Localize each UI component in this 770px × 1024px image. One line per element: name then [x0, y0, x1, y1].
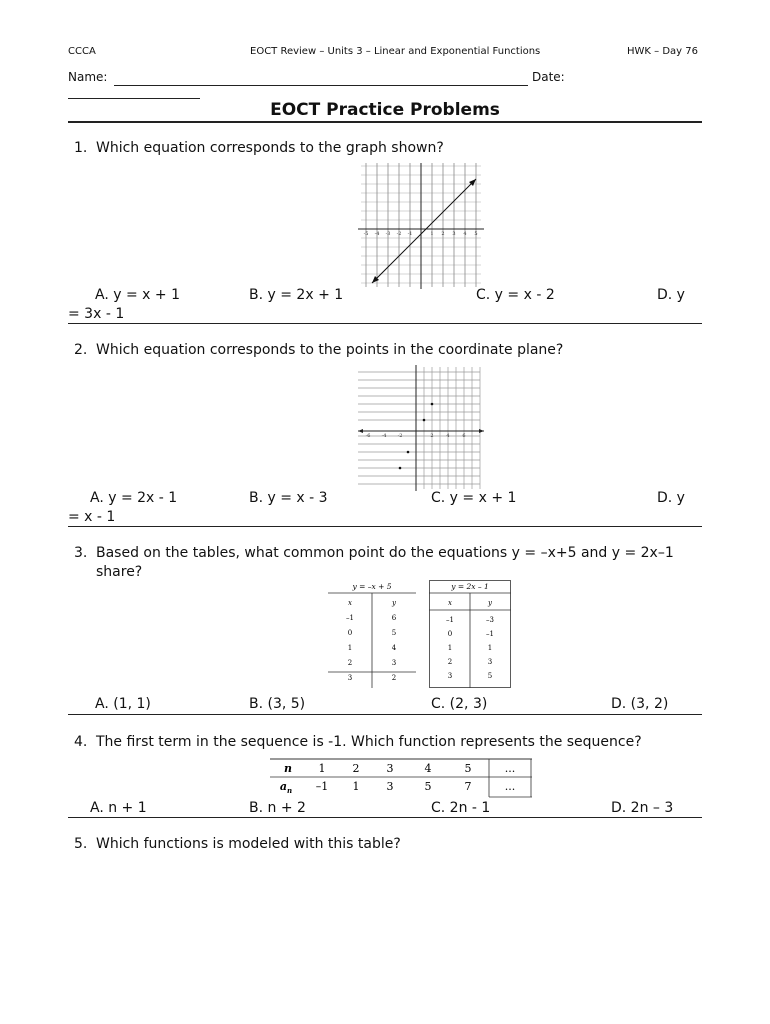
tick-label: -6 — [365, 433, 371, 439]
q2-choice-a: A. y = 2x - 1 — [90, 490, 178, 506]
q3-table-2 — [429, 580, 513, 688]
tick-label: 2 — [430, 433, 434, 439]
table-cell: 4 — [391, 644, 397, 652]
question-number: 5. — [74, 836, 88, 852]
table-cell: 5 — [487, 672, 493, 680]
q2-graph — [358, 365, 484, 491]
tick-label: 1 — [430, 231, 434, 237]
sequence-a-cell: 7 — [464, 780, 472, 793]
tick-label: 2 — [441, 231, 445, 237]
q2-choice-c: C. y = x + 1 — [431, 490, 517, 506]
table-header: x — [348, 599, 352, 607]
table-cell: 5 — [391, 629, 397, 637]
a-label: $a_n$ — [279, 780, 293, 795]
q1-choice-a: A. y = x + 1 — [95, 287, 180, 303]
tick-label: -2 — [396, 231, 402, 237]
table-cell: –1 — [446, 616, 454, 624]
table-header: y — [488, 599, 492, 607]
table-cell: 3 — [487, 658, 493, 666]
tick-label: -1 — [407, 231, 413, 237]
table-header: y — [392, 599, 396, 607]
q3-choice-a: A. (1, 1) — [95, 696, 151, 712]
q1-choice-c: C. y = x - 2 — [476, 287, 555, 303]
tick-label: 3 — [452, 231, 456, 237]
q1-graph — [358, 163, 484, 289]
tick-label: 5 — [474, 231, 478, 237]
q4-choice-b: B. n + 2 — [249, 800, 306, 816]
table-cell: –1 — [346, 614, 354, 622]
q1-choice-d-cont: = 3x - 1 — [68, 306, 125, 322]
sequence-n-cell: 3 — [386, 762, 394, 775]
question-text: Based on the tables, what common point do the equations y = –x+5 and y = 2x–1 share? — [96, 545, 674, 580]
table-cell: 2 — [447, 658, 453, 666]
question-5 — [74, 835, 401, 854]
sequence-a-cell: 1 — [352, 780, 360, 793]
question-2 — [74, 341, 563, 360]
tick-label: 6 — [462, 433, 466, 439]
table-cell: 3 — [347, 674, 353, 682]
q2-choice-d: D. y — [657, 490, 685, 506]
table-title: y = –x + 5 — [352, 582, 392, 591]
title-rule — [68, 121, 702, 123]
name-label: Name: — [68, 70, 108, 84]
q3-choice-b: B. (3, 5) — [249, 696, 306, 712]
table-cell: –1 — [486, 630, 494, 638]
tick-label: 4 — [446, 433, 450, 439]
tick-label: -2 — [397, 433, 403, 439]
tick-label: -5 — [363, 231, 369, 237]
q4-sequence-table — [270, 758, 532, 798]
q3-table-1 — [328, 580, 416, 688]
q3-choice-c: C. (2, 3) — [431, 696, 488, 712]
table-cell: 0 — [447, 630, 453, 638]
table-cell: 1 — [347, 644, 353, 652]
q4-choice-c: C. 2n - 1 — [431, 800, 491, 816]
sequence-a-cell: 5 — [424, 780, 432, 793]
q4-rule — [68, 817, 702, 818]
tick-label: 4 — [463, 231, 467, 237]
q1-choice-d: D. y — [657, 287, 685, 303]
question-number: 1. — [74, 140, 88, 156]
tick-label: -4 — [374, 231, 380, 237]
n-label: n — [284, 762, 292, 775]
table-cell: 1 — [447, 644, 453, 652]
q1-rule — [68, 323, 702, 324]
sequence-n-cell: 4 — [424, 762, 432, 775]
question-3 — [74, 544, 694, 582]
question-text: Which equation corresponds to the graph shown? — [96, 140, 444, 156]
q4-choice-d: D. 2n – 3 — [611, 800, 674, 816]
sequence-n-cell: 2 — [352, 762, 360, 775]
q2-choice-b: B. y = x - 3 — [249, 490, 328, 506]
table-cell: –3 — [486, 616, 494, 624]
sequence-a-cell: ... — [504, 780, 516, 793]
question-text: The first term in the sequence is -1. Which function represents the sequence? — [96, 734, 642, 750]
sequence-n-cell: ... — [504, 762, 516, 775]
question-number: 2. — [74, 342, 88, 358]
table-cell: 3 — [391, 659, 397, 667]
sequence-a-cell: –1 — [315, 780, 329, 793]
table-cell: 2 — [347, 659, 353, 667]
sequence-n-cell: 5 — [464, 762, 472, 775]
q3-choice-d: D. (3, 2) — [611, 696, 669, 712]
table-cell: 3 — [447, 672, 453, 680]
tick-label: -4 — [381, 433, 387, 439]
table-title: y = 2x – 1 — [451, 582, 489, 591]
tick-label: -3 — [385, 231, 391, 237]
name-line — [114, 85, 528, 86]
page-title: EOCT Practice Problems — [270, 100, 500, 120]
q1-choice-b: B. y = 2x + 1 — [249, 287, 344, 303]
table-cell: 1 — [487, 644, 493, 652]
sequence-a-cell: 3 — [386, 780, 394, 793]
table-cell: 6 — [391, 614, 397, 622]
q2-rule — [68, 526, 702, 527]
header-right: HWK – Day 76 — [627, 46, 698, 57]
question-1 — [74, 139, 444, 158]
q2-choice-d-cont: = x - 1 — [68, 509, 116, 525]
q3-rule — [68, 714, 702, 715]
sequence-n-cell: 1 — [318, 762, 326, 775]
question-4 — [74, 733, 642, 752]
header-center: EOCT Review – Units 3 – Linear and Exponential Functions — [250, 46, 541, 57]
date-label: Date: — [532, 70, 565, 84]
question-number: 4. — [74, 734, 88, 750]
question-number: 3. — [74, 545, 88, 561]
table-cell: 2 — [391, 674, 397, 682]
question-text: Which equation corresponds to the points in the coordinate plane? — [96, 342, 564, 358]
table-header: x — [448, 599, 452, 607]
q4-choice-a: A. n + 1 — [90, 800, 147, 816]
header-left: CCCA — [68, 46, 96, 57]
question-text: Which functions is modeled with this table? — [96, 836, 401, 852]
table-cell: 0 — [347, 629, 353, 637]
date-line — [68, 98, 200, 99]
